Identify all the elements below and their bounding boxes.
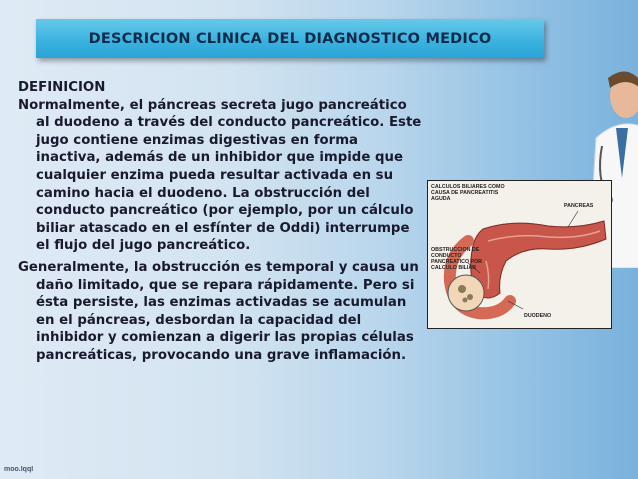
body-text — [18, 79, 423, 369]
paragraph-2: Generalmente, la obstrucción es temporal y causa un daño limitado, que se repara rápidamente. Pero si ésta persiste, las enzimas activadas se acumulan en el páncreas, desbordan la capacidad del inhibidor y comienzan a digerir las propias células pancreáticas, provocando una grave inflamación. — [18, 259, 419, 363]
section-heading: DEFINICION — [18, 80, 106, 95]
pancreas-label: PANCREAS — [564, 203, 594, 209]
slide-title: DESCRICION CLINICA DEL DIAGNOSTICO MEDICO — [88, 30, 492, 47]
obstruction-label: OBSTRUCCION DE CONDUCTO PANCREATICO POR CALCULO BILIAR — [431, 247, 483, 271]
pancreas-figure — [427, 180, 612, 329]
footer-watermark: moo.lqql — [4, 466, 34, 473]
duodeno-label: DUODENO — [524, 313, 552, 319]
figure-title-label: CALCULOS BILIARES COMO CAUSA DE PANCREATITIS AGUDA — [431, 184, 505, 202]
title-bar — [36, 19, 544, 58]
paragraph-1: Normalmente, el páncreas secreta jugo pancreático al duodeno a través del conducto pancreático. Este jugo contiene enzimas digestivas en forma inactiva, además de un inhibidor que impide que cualquier enzima pueda resultar activada en su camino hacia el duodeno. La obstrucción del conducto pancreático (por ejemplo, por un cálculo biliar atascado en el esfínter de Oddi) interrumpe el flujo del jugo pancreático. — [18, 97, 422, 254]
